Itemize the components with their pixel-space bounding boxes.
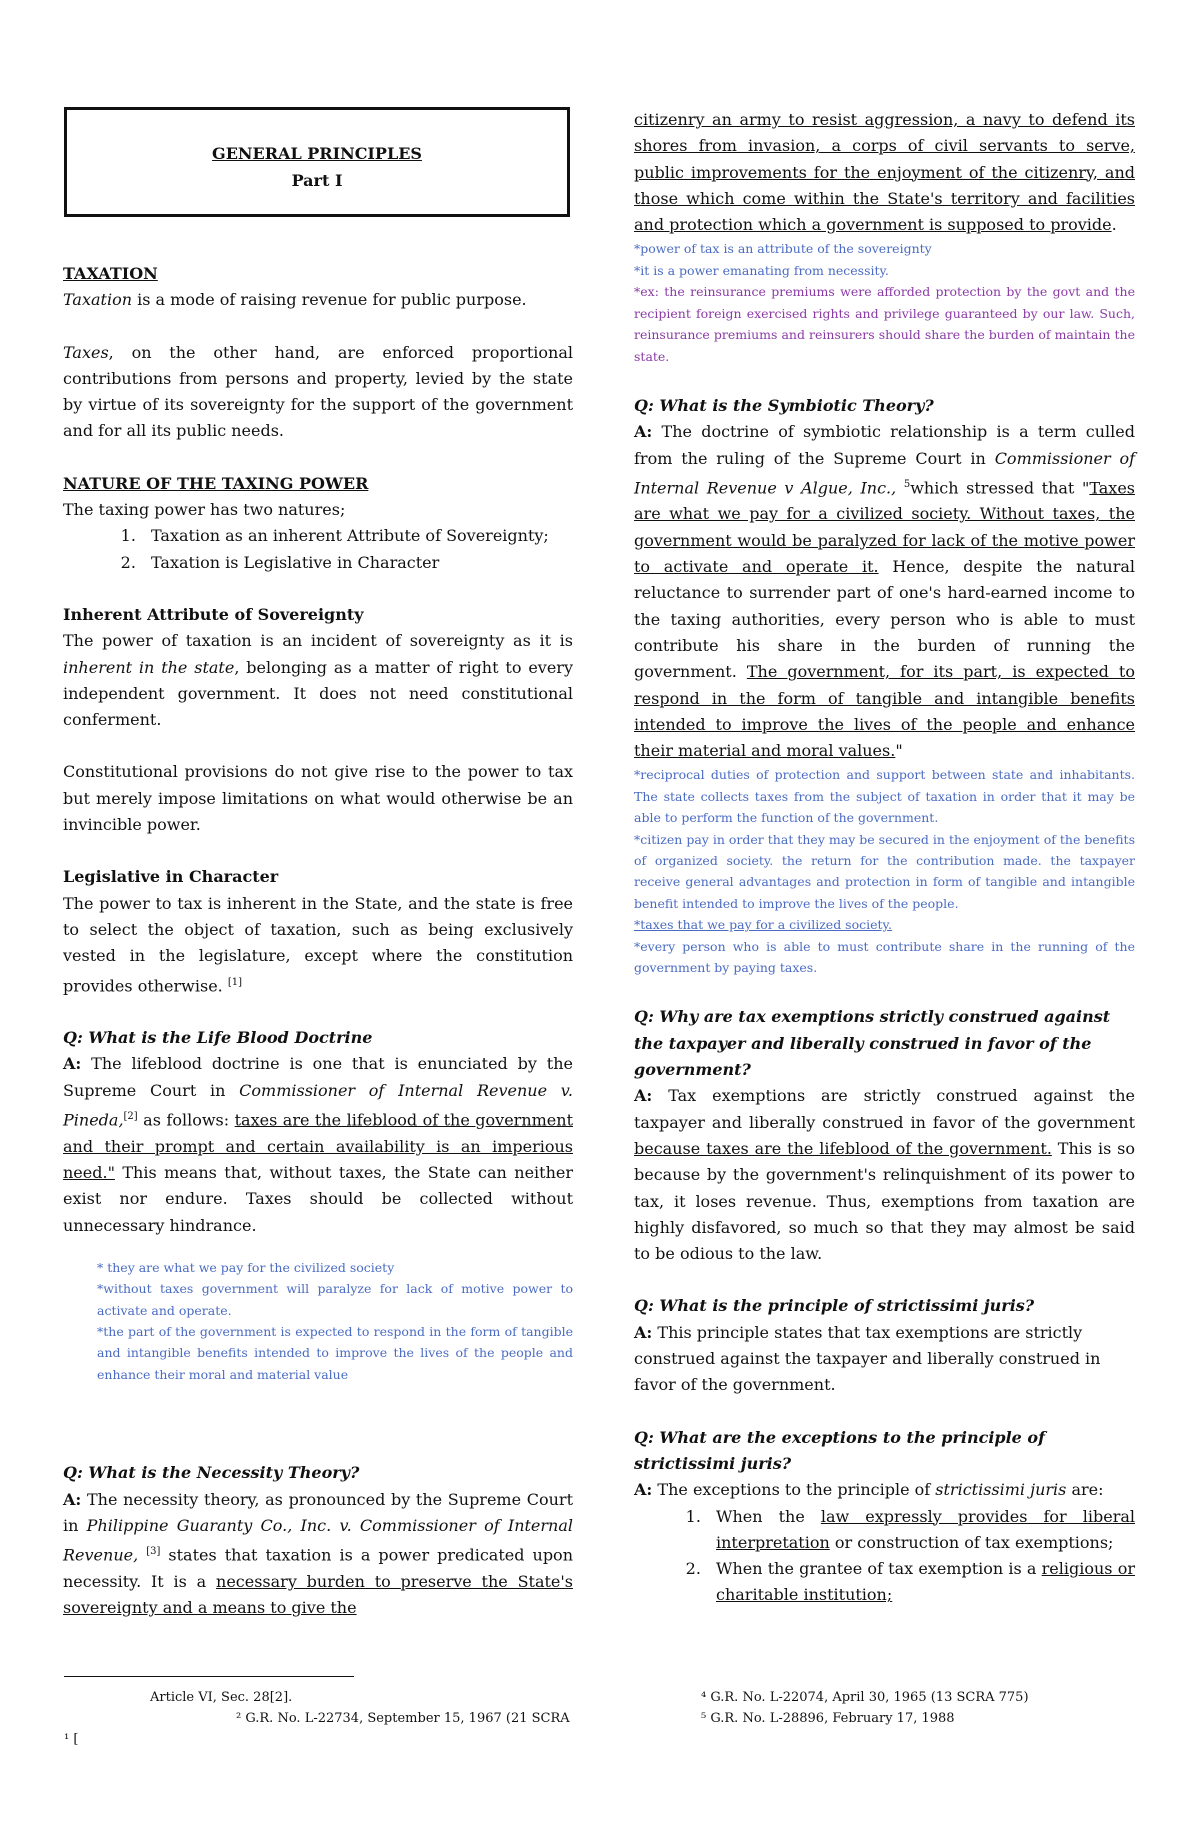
taxes-definition: Taxes, on the other hand, are enforced proportional contributions from persons and property, levied by the state by virtue of its sovereignty for the support of the government and for all its public needs. — [63, 342, 573, 441]
inherent-heading: Inherent Attribute of Sovereignty — [63, 604, 364, 624]
list-item: 1. Taxation as an inherent Attribute of Sovereignty; — [141, 523, 573, 549]
note-example: *ex: the reinsurance premiums were afforded protection by the govt and the recipient foreign exercised rights and privilege guaranteed by our law. Such, reinsurance premiums and reinsurers should share the burden of maintain the state. — [634, 284, 1135, 364]
lifeblood-question: Q: What is the Life Blood Doctrine — [63, 1028, 373, 1048]
exceptions-question: Q: What are the exceptions to the principle of strictissimi juris? — [634, 1427, 1045, 1473]
left-column — [63, 261, 573, 1621]
document-title: GENERAL PRINCIPLES — [212, 144, 422, 163]
legislative-paragraph: The power to tax is inherent in the State, and the state is free to select the object of taxation, such as being exclusively vested in the legislature, except where the constitution provides otherwise. [1] — [63, 893, 573, 995]
footnote-1: Article VI, Sec. 28[2]. — [150, 1690, 293, 1705]
exceptions-answer: A: The exceptions to the principle of strictissimi juris are: — [634, 1480, 1104, 1500]
note: *power of tax is an attribute of the sovereignty — [634, 241, 932, 257]
footnote-marker: ¹ [ — [64, 1732, 79, 1747]
exceptions-list — [634, 1504, 1135, 1609]
list-item: 2. Taxation is Legislative in Character — [141, 550, 573, 576]
principle-question: Q: What is the principle of strictissimi juris? — [634, 1296, 1035, 1316]
document-part: Part I — [291, 171, 343, 190]
lifeblood-notes — [63, 1257, 573, 1385]
nature-heading: NATURE OF THE TAXING POWER — [63, 473, 369, 493]
right-column — [634, 107, 1135, 1609]
taxation-definition: Taxation is a mode of raising revenue for public purpose. — [63, 290, 527, 310]
note: * they are what we pay for the civilized society — [97, 1259, 395, 1275]
necessity-question: Q: What is the Necessity Theory? — [63, 1463, 360, 1483]
strict-answer: A: Tax exemptions are strictly construed against the taxpayer and liberally construed in favor of the government because taxes are the lifeblood of the government. This is so because by the government's relinquishment of its power to tax, it loses revenue. Thus, exemptions from taxation are highly disfavored, so much so that they may almost be said to be odious to the law. — [634, 1086, 1136, 1264]
footnote-divider — [64, 1676, 354, 1677]
inherent-paragraph-1: The power of taxation is an incident of sovereignty as it is inherent in the state, belonging as a matter of right to every independent government. It does not need constitutional conferment. — [63, 631, 573, 730]
footnote-2: ² G.R. No. L-22734, September 15, 1967 (21 SCRA — [236, 1711, 570, 1726]
necessity-continued: citizenry an army to resist aggression, a navy to defend its shores from invasion, a corps of civil servants to serve, public improvements for the enjoyment of the citizenry, and those which come within the State's territory and facilities and protection which a government is supposed to provide. — [634, 110, 1135, 235]
note: *citizen pay in order that they may be secured in the enjoyment of the benefits of organized society. the return for the contribution made. the taxpayer receive general advantages and protection in form of tangible and intangible benefit intended to improve the lives of the people. — [634, 831, 1135, 911]
legislative-heading: Legislative in Character — [63, 867, 279, 887]
lifeblood-answer: A: The lifeblood doctrine is one that is enunciated by the Supreme Court in Commissioner of Internal Revenue v. Pineda,[2] as follows: taxes are the lifeblood of the government and their prompt and certain availability is an imperious need." This means that, without taxes, the State can neither exist nor endure. Taxes should be collected without unnecessary hindrance. — [63, 1054, 574, 1235]
note: *every person who is able to must contribute share in the running of the government by paying taxes. — [634, 938, 1135, 976]
list-item: 2. When the grantee of tax exemption is a religious or charitable institution; — [706, 1556, 1135, 1609]
taxation-heading: TAXATION — [63, 264, 158, 283]
nature-intro: The taxing power has two natures; — [63, 500, 346, 520]
title-box — [64, 107, 570, 217]
strict-question: Q: Why are tax exemptions strictly construed against the taxpayer and liberally construed in favor of the government? — [634, 1007, 1111, 1080]
inherent-paragraph-2: Constitutional provisions do not give rise to the power to tax but merely impose limitations on what would otherwise be an invincible power. — [63, 762, 573, 835]
list-item: 1. When the law expressly provides for liberal interpretation or construction of tax exemptions; — [706, 1504, 1135, 1557]
symbiotic-answer: A: The doctrine of symbiotic relationship is a term culled from the ruling of the Supreme Court in Commissioner of Internal Revenue v Algue, Inc., $^5$which stressed that "Taxes are what we pay for a civilized society. Without taxes, the government would be paralyzed for lack of the motive power to activate and operate it. Hence, despite the natural reluctance to surrender part of one's hard-earned income to the taxing authorities, every person who is able to must contribute his share in the burden of running the government. The government, for its part, is expected to respond in the form of tangible and intangible benefits intended to improve the lives of the people and enhance their material and moral values." — [634, 422, 1136, 761]
symbiotic-question: Q: What is the Symbiotic Theory? — [634, 395, 934, 415]
necessity-answer: A: The necessity theory, as pronounced by the Supreme Court in Philippine Guaranty Co., Inc. v. Commissioner of Internal Revenue, [3] states that taxation is a power predicated upon necessity. It is a necessary burden to preserve the State's sovereignty and a means to give the — [63, 1489, 574, 1618]
note: *the part of the government is expected to respond in the form of tangible and intangible benefits intended to improve the lives of the people and enhance their moral and material value — [97, 1324, 573, 1382]
footnote-4: ⁴ G.R. No. L-22074, April 30, 1965 (13 SCRA 775) — [701, 1690, 1029, 1705]
note: *it is a power emanating from necessity. — [634, 262, 889, 278]
principle-answer: A: This principle states that tax exemptions are strictly construed against the taxpayer and liberally construed in favor of the government. — [634, 1322, 1101, 1395]
note: *taxes that we pay for a civilized society. — [634, 917, 892, 933]
note: *without taxes government will paralyze for lack of motive power to activate and operate. — [97, 1281, 573, 1318]
nature-list — [63, 523, 573, 576]
note: *reciprocal duties of protection and support between state and inhabitants. The state collects taxes from the subject of taxation in order that it may be able to perform the function of the government. — [634, 767, 1135, 826]
footnote-5: ⁵ G.R. No. L-28896, February 17, 1988 — [701, 1711, 955, 1726]
